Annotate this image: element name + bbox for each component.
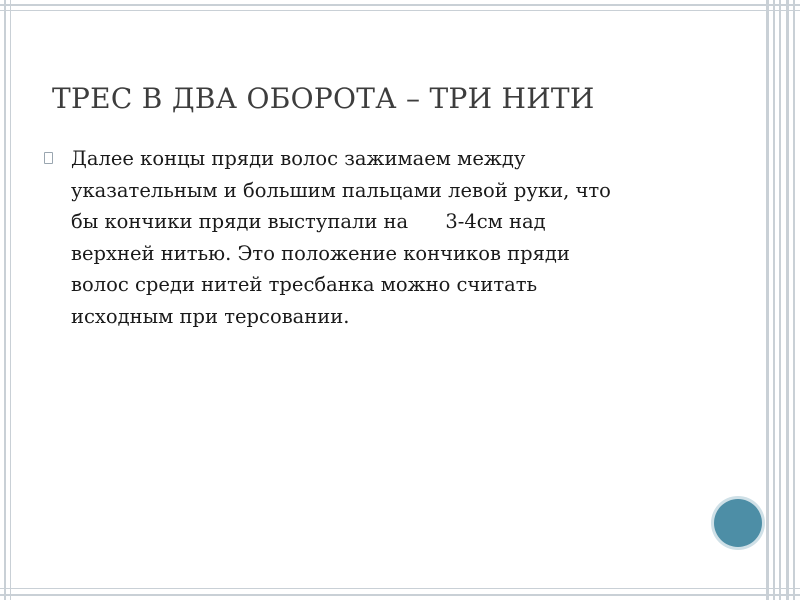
frame-line-left-inner: [10, 0, 11, 600]
slide-title: ТРЕС В ДВА ОБОРОТА – ТРИ НИТИ: [52, 82, 595, 115]
frame-line-bottom-inner: [0, 588, 800, 589]
frame-line-top-outer: [0, 4, 800, 6]
bullet-item: [44, 143, 684, 332]
bullet-square-icon: [44, 152, 53, 164]
frame-line-right-4: [786, 0, 789, 600]
frame-line-right-2: [773, 0, 775, 600]
frame-line-right-1: [766, 0, 769, 600]
frame-line-bottom-outer: [0, 594, 800, 596]
bullet-text: Далее концы пряди волос зажимаем между указательным и большим пальцами левой руки, что бы кончики пряди выступали на 3-4см над верхней нитью. Это положение кончиков пряди волос среди нитей тресбанка можно считать исходным при терсовании.: [71, 147, 611, 328]
frame-line-left-outer: [4, 0, 6, 600]
frame-line-right-5: [793, 0, 795, 600]
decorative-circle-icon: [714, 499, 762, 547]
bullet-list: [44, 143, 684, 332]
frame-line-right-3: [779, 0, 781, 600]
frame-line-top-inner: [0, 10, 800, 11]
